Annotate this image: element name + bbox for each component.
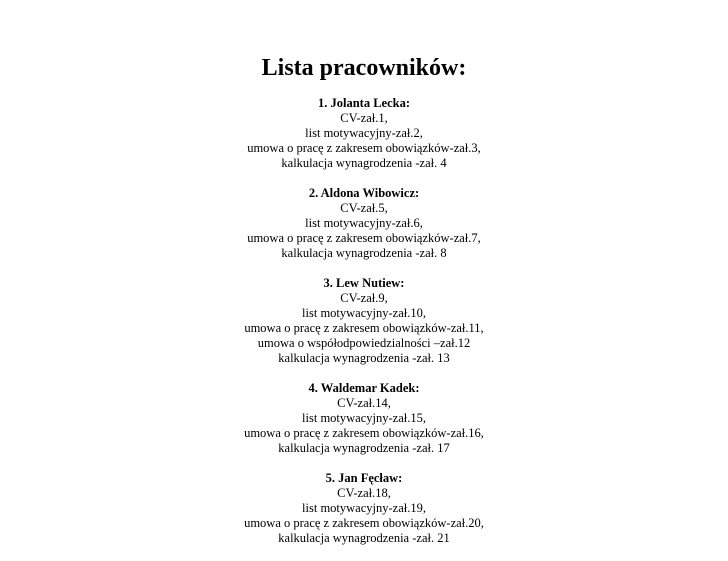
attachment-line: list motywacyjny-zał.15, xyxy=(302,411,426,425)
employee-entry xyxy=(234,186,494,261)
employee-entry xyxy=(234,381,494,456)
employee-name: 4. Waldemar Kadek: xyxy=(308,381,420,395)
employee-name: 3. Lew Nutiew: xyxy=(323,276,405,290)
attachment-line: kalkulacja wynagrodzenia -zał. 21 xyxy=(278,531,450,545)
employee-name: 2. Aldona Wibowicz: xyxy=(308,186,420,200)
attachment-line: list motywacyjny-zał.19, xyxy=(302,501,426,515)
attachment-line: umowa o pracę z zakresem obowiązków-zał.3, xyxy=(247,141,481,155)
attachment-line: CV-zał.9, xyxy=(340,291,388,305)
attachment-line: umowa o pracę z zakresem obowiązków-zał.20, xyxy=(244,516,484,530)
attachment-line: CV-zał.18, xyxy=(337,486,391,500)
attachment-line: CV-zał.14, xyxy=(337,396,391,410)
attachment-line: umowa o pracę z zakresem obowiązków-zał.7, xyxy=(247,231,481,245)
employee-entry xyxy=(234,276,494,366)
attachment-line: kalkulacja wynagrodzenia -zał. 4 xyxy=(281,156,447,170)
employee-list xyxy=(234,96,494,561)
attachment-line: list motywacyjny-zał.2, xyxy=(305,126,423,140)
employee-entry xyxy=(234,471,494,546)
attachment-line: umowa o pracę z zakresem obowiązków-zał.16, xyxy=(244,426,484,440)
attachment-line: list motywacyjny-zał.10, xyxy=(302,306,426,320)
employee-name: 1. Jolanta Lecka: xyxy=(317,96,410,110)
attachment-line: CV-zał.1, xyxy=(340,111,388,125)
attachment-line: umowa o współodpowiedzialności –zał.12 xyxy=(257,336,471,350)
attachment-line: umowa o pracę z zakresem obowiązków-zał.11, xyxy=(244,321,484,335)
attachment-line: CV-zał.5, xyxy=(340,201,388,215)
attachment-line: list motywacyjny-zał.6, xyxy=(305,216,423,230)
page-title: Lista pracowników: xyxy=(261,55,467,81)
attachment-line: kalkulacja wynagrodzenia -zał. 17 xyxy=(278,441,450,455)
attachment-line: kalkulacja wynagrodzenia -zał. 13 xyxy=(278,351,450,365)
attachment-line: kalkulacja wynagrodzenia -zał. 8 xyxy=(281,246,447,260)
employee-name: 5. Jan Fęcław: xyxy=(325,471,403,485)
employee-entry xyxy=(234,96,494,171)
